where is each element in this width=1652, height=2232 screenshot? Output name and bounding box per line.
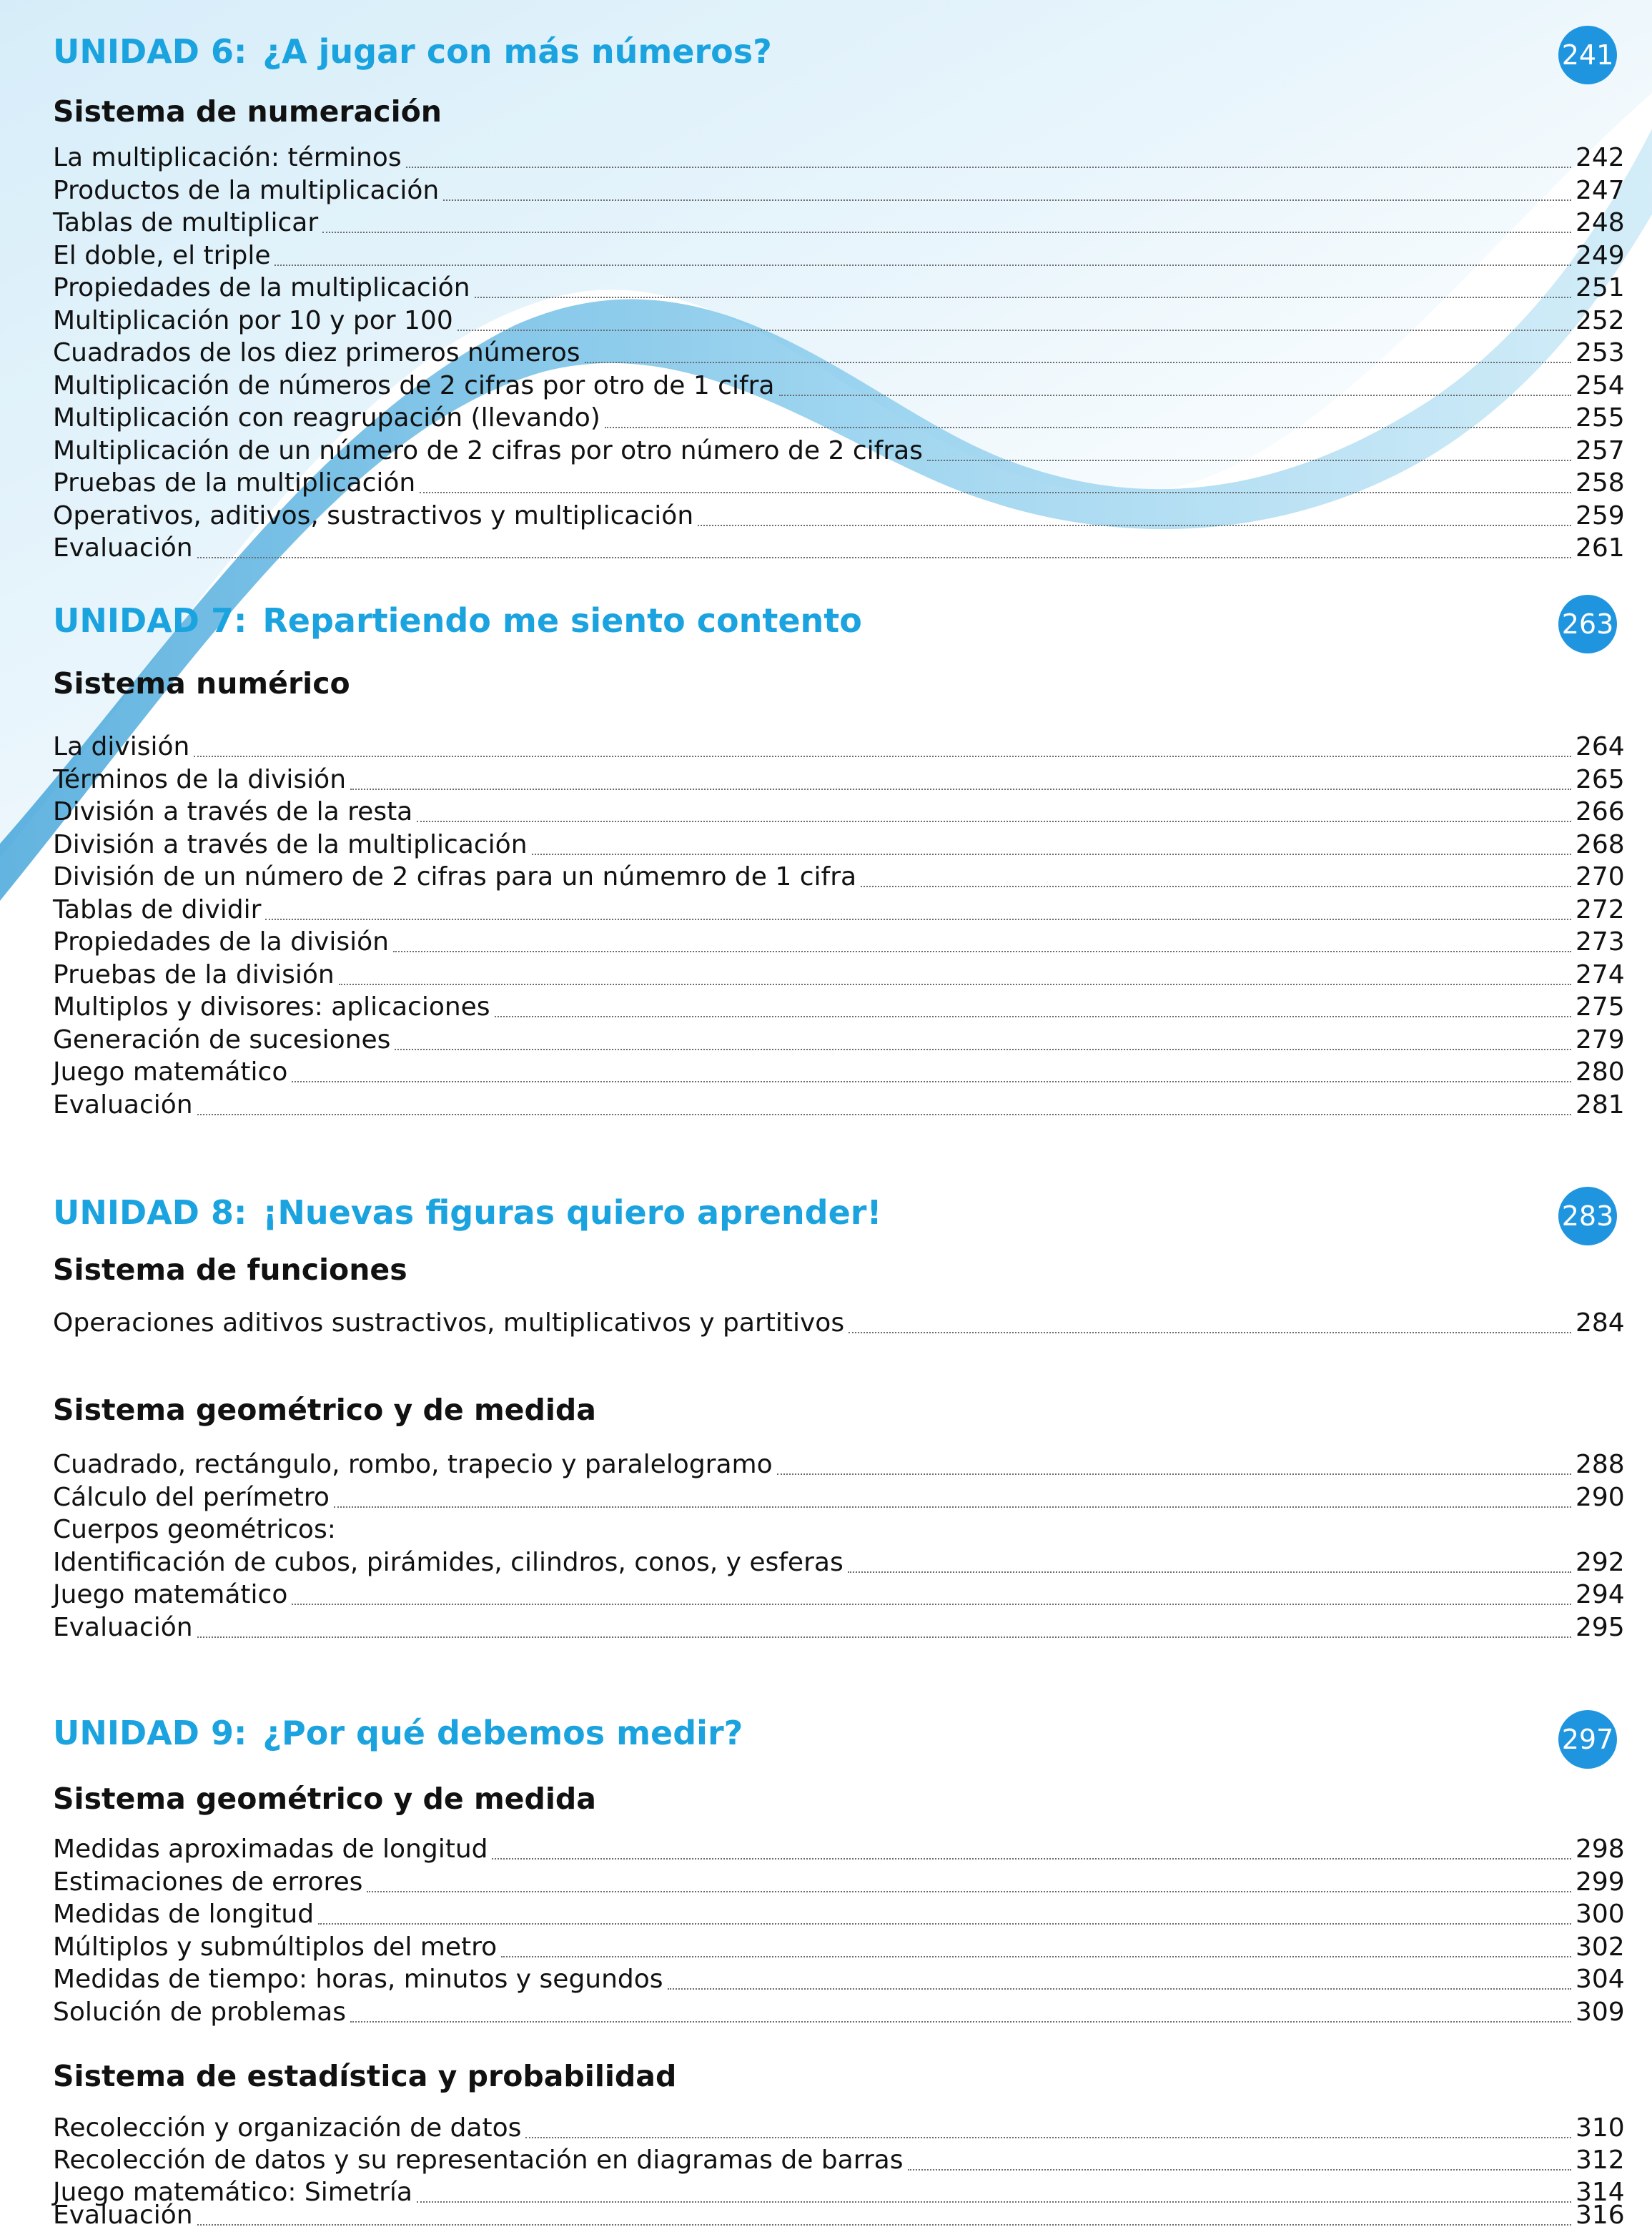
unit-7-title: Repartiendo me siento contento — [262, 601, 862, 640]
toc-entry[interactable]: Cálculo del perímetro 290 — [53, 1483, 1625, 1512]
unit-8-heading — [53, 1191, 897, 1234]
toc-entry[interactable]: Tablas de multiplicar 248 — [53, 208, 1625, 237]
toc-entry[interactable]: Cuadrado, rectángulo, rombo, trapecio y paralelogramo 288 — [53, 1450, 1625, 1479]
toc-entry[interactable]: Multiplos y divisores: aplicaciones 275 — [53, 992, 1625, 1022]
toc-entry[interactable]: Medidas de tiempo: horas, minutos y segundos 304 — [53, 1965, 1625, 1994]
toc-entry[interactable]: Operaciones aditivos sustractivos, multiplicativos y partitivos 284 — [53, 1308, 1625, 1338]
toc-entry[interactable]: Términos de la división 265 — [53, 765, 1625, 794]
toc-entry[interactable]: Cuerpos geométricos: — [53, 1515, 336, 1544]
unit-8-number: UNIDAD 8: — [53, 1193, 247, 1232]
toc-entry[interactable]: Medidas de longitud 300 — [53, 1900, 1625, 1929]
section-title: Sistema de numeración — [53, 94, 442, 129]
unit-8-page-badge: 283 — [1558, 1187, 1617, 1245]
toc-entry[interactable]: Juego matemático 280 — [53, 1057, 1625, 1087]
unit-9-heading — [53, 1712, 758, 1754]
toc-entry[interactable]: Recolección y organización de datos 310 — [53, 2113, 1625, 2143]
toc-entry[interactable]: Estimaciones de errores 299 — [53, 1867, 1625, 1897]
toc-entry[interactable]: Operativos, aditivos, sustractivos y multiplicación 259 — [53, 501, 1625, 530]
toc-entry[interactable]: Multiplicación por 10 y por 100 252 — [53, 306, 1625, 335]
toc-entry[interactable]: Tablas de dividir 272 — [53, 895, 1625, 924]
section-title: Sistema de estadística y probabilidad — [53, 2059, 677, 2093]
toc-entry[interactable]: Multiplicación con reagrupación (llevando) 255 — [53, 403, 1625, 433]
toc-entry[interactable]: Propiedades de la división 273 — [53, 927, 1625, 957]
unit-7-number: UNIDAD 7: — [53, 601, 247, 640]
unit-6-title: ¿A jugar con más números? — [262, 32, 772, 71]
toc-entry[interactable]: La multiplicación: términos 242 — [53, 143, 1625, 172]
toc-entry[interactable]: Evaluación 295 — [53, 1613, 1625, 1642]
toc-entry[interactable]: Pruebas de la división 274 — [53, 960, 1625, 989]
toc-entry[interactable]: División de un número de 2 cifras para un númemro de 1 cifra 270 — [53, 862, 1625, 892]
toc-entry[interactable]: Generación de sucesiones 279 — [53, 1025, 1625, 1055]
toc-entry[interactable]: Múltiplos y submúltiplos del metro 302 — [53, 1932, 1625, 1962]
section-title: Sistema geométrico y de medida — [53, 1782, 596, 1816]
section-title: Sistema geométrico y de medida — [53, 1393, 596, 1427]
toc-entry[interactable]: Multiplicación de un número de 2 cifras por otro número de 2 cifras 257 — [53, 436, 1625, 465]
toc-entry[interactable]: La división 264 — [53, 732, 1625, 761]
unit-6-number: UNIDAD 6: — [53, 32, 247, 71]
unit-7-page-badge: 263 — [1558, 595, 1617, 653]
toc-entry[interactable]: Multiplicación de números de 2 cifras por otro de 1 cifra 254 — [53, 371, 1625, 400]
unit-6-page-badge: 241 — [1558, 26, 1617, 84]
section-title: Sistema numérico — [53, 666, 350, 701]
unit-9-title: ¿Por qué debemos medir? — [262, 1714, 743, 1752]
toc-entry[interactable]: Pruebas de la multiplicación 258 — [53, 468, 1625, 498]
toc-entry[interactable]: División a través de la resta 266 — [53, 797, 1625, 826]
unit-7-heading — [53, 599, 878, 642]
toc-entry[interactable]: Productos de la multiplicación 247 — [53, 176, 1625, 205]
toc-entry[interactable]: Recolección de datos y su representación en diagramas de barras 312 — [53, 2145, 1625, 2175]
toc-entry[interactable]: División a través de la multiplicación 268 — [53, 830, 1625, 859]
unit-9-number: UNIDAD 9: — [53, 1714, 247, 1752]
section-title: Sistema de funciones — [53, 1253, 407, 1287]
toc-entry[interactable]: Juego matemático: Simetría 314 — [53, 2178, 1625, 2207]
toc-entry[interactable]: Cuadrados de los diez primeros números 253 — [53, 338, 1625, 367]
toc-entry[interactable]: Medidas aproximadas de longitud 298 — [53, 1835, 1625, 1864]
toc-entry[interactable]: Identificación de cubos, pirámides, cilindros, conos, y esferas 292 — [53, 1548, 1625, 1577]
toc-entry[interactable]: Juego matemático 294 — [53, 1580, 1625, 1609]
toc-entry[interactable]: El doble, el triple 249 — [53, 241, 1625, 270]
toc-entry[interactable]: Propiedades de la multiplicación 251 — [53, 273, 1625, 302]
unit-6-heading — [53, 30, 788, 73]
unit-9-page-badge: 297 — [1558, 1710, 1617, 1769]
unit-8-title: ¡Nuevas figuras quiero aprender! — [262, 1193, 882, 1232]
toc-entry[interactable]: Evaluación 281 — [53, 1090, 1625, 1120]
toc-entry[interactable]: Solución de problemas 309 — [53, 1998, 1625, 2027]
toc-entry[interactable]: Evaluación 261 — [53, 533, 1625, 563]
toc-entry[interactable]: Evaluación 316 — [53, 2201, 1625, 2230]
